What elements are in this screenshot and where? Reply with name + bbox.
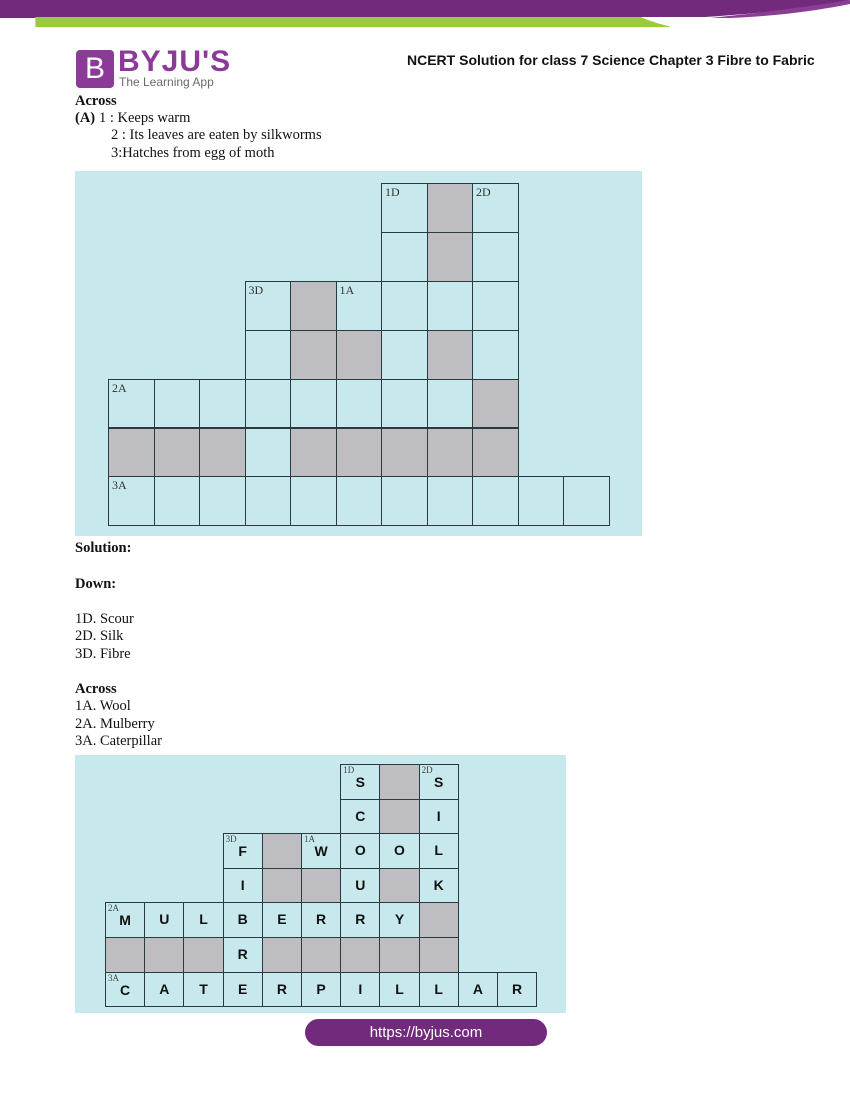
clue-number-label: 3D bbox=[225, 834, 237, 845]
solution-across-3: 3A. Caterpillar bbox=[75, 733, 162, 749]
answer-letter: P bbox=[316, 980, 326, 997]
answer-letter: U bbox=[355, 876, 366, 893]
answer-letter: K bbox=[433, 876, 444, 893]
solution-across-heading: Across bbox=[75, 681, 117, 697]
crossword-cell[interactable] bbox=[419, 799, 459, 835]
answer-letter: M bbox=[119, 912, 131, 929]
crossword-cell[interactable] bbox=[381, 330, 428, 380]
crossword-blocked-cell bbox=[290, 330, 337, 380]
crossword-cell[interactable] bbox=[340, 833, 380, 869]
crossword-cell[interactable] bbox=[245, 281, 292, 331]
solution-heading: Solution: bbox=[75, 540, 132, 556]
answer-letter: O bbox=[354, 842, 366, 859]
crossword-blocked-cell bbox=[419, 902, 459, 938]
crossword-cell[interactable] bbox=[108, 379, 155, 429]
crossword-cell[interactable] bbox=[199, 476, 246, 526]
crossword-blocked-cell bbox=[379, 937, 419, 973]
crossword-cell[interactable] bbox=[183, 972, 223, 1008]
answer-letter: C bbox=[355, 807, 366, 824]
crossword-cell[interactable] bbox=[381, 476, 428, 526]
crossword-cell[interactable] bbox=[419, 972, 459, 1008]
crossword-cell[interactable] bbox=[223, 972, 263, 1008]
crossword-cell[interactable] bbox=[472, 476, 519, 526]
clue-number-label: 1A bbox=[304, 834, 315, 845]
crossword-blocked-cell bbox=[472, 428, 519, 478]
crossword-cell[interactable] bbox=[301, 833, 341, 869]
crossword-cell[interactable] bbox=[154, 379, 201, 429]
crossword-blocked-cell bbox=[379, 799, 419, 835]
solution-down-3: 3D. Fibre bbox=[75, 646, 131, 662]
clue-number-label: 2D bbox=[421, 765, 433, 775]
crossword-cell[interactable] bbox=[427, 379, 474, 429]
answer-letter: R bbox=[276, 980, 287, 997]
solution-across-2: 2A. Mulberry bbox=[75, 716, 155, 732]
crossword-cell[interactable] bbox=[336, 476, 383, 526]
crossword-blocked-cell bbox=[336, 330, 383, 380]
crossword-cell[interactable] bbox=[427, 476, 474, 526]
crossword-cell[interactable] bbox=[105, 902, 145, 938]
crossword-blocked-cell bbox=[301, 937, 341, 973]
crossword-cell[interactable] bbox=[301, 902, 341, 938]
crossword-blocked-cell bbox=[336, 428, 383, 478]
crossword-puzzle-solved bbox=[75, 755, 566, 1013]
header-green-wave bbox=[0, 17, 850, 28]
crossword-cell[interactable] bbox=[245, 428, 292, 478]
crossword-cell[interactable] bbox=[518, 476, 565, 526]
crossword-cell[interactable] bbox=[472, 330, 519, 380]
answer-letter: T bbox=[199, 980, 208, 997]
crossword-cell[interactable] bbox=[381, 232, 428, 282]
answer-letter: L bbox=[395, 980, 404, 997]
question-clue-3: 3:Hatches from egg of moth bbox=[111, 145, 275, 161]
crossword-cell[interactable] bbox=[340, 902, 380, 938]
crossword-cell[interactable] bbox=[336, 281, 383, 331]
crossword-cell[interactable] bbox=[381, 281, 428, 331]
document-title: NCERT Solution for class 7 Science Chapter 3 Fibre to Fabric bbox=[407, 52, 815, 68]
solution-across-1: 1A. Wool bbox=[75, 698, 131, 714]
answer-letter: S bbox=[434, 774, 444, 790]
answer-letter: E bbox=[238, 980, 248, 997]
crossword-cell[interactable] bbox=[472, 232, 519, 282]
crossword-puzzle-empty bbox=[75, 171, 642, 536]
crossword-blocked-cell bbox=[154, 428, 201, 478]
crossword-cell[interactable] bbox=[245, 476, 292, 526]
crossword-blocked-cell bbox=[427, 183, 474, 233]
crossword-cell[interactable] bbox=[245, 379, 292, 429]
crossword-cell[interactable] bbox=[379, 972, 419, 1008]
answer-letter: A bbox=[159, 980, 170, 997]
crossword-blocked-cell bbox=[262, 937, 302, 973]
crossword-blocked-cell bbox=[427, 232, 474, 282]
crossword-blocked-cell bbox=[144, 937, 184, 973]
answer-letter: R bbox=[237, 946, 248, 962]
crossword-cell[interactable] bbox=[144, 902, 184, 938]
answer-letter: U bbox=[159, 911, 170, 928]
clue-number-label: 2A bbox=[112, 380, 127, 395]
answer-letter: A bbox=[472, 980, 483, 997]
crossword-cell[interactable] bbox=[199, 379, 246, 429]
question-across-heading: Across bbox=[75, 93, 117, 109]
answer-letter: I bbox=[436, 807, 441, 824]
crossword-blocked-cell bbox=[108, 428, 155, 478]
crossword-cell[interactable] bbox=[340, 799, 380, 835]
footer-url-link[interactable]: https://byjus.com bbox=[305, 1019, 547, 1046]
answer-letter: L bbox=[434, 980, 443, 997]
crossword-blocked-cell bbox=[262, 868, 302, 904]
solution-down-heading: Down: bbox=[75, 576, 117, 592]
crossword-cell[interactable] bbox=[183, 902, 223, 938]
crossword-blocked-cell bbox=[199, 428, 246, 478]
crossword-cell[interactable] bbox=[223, 833, 263, 869]
answer-letter: F bbox=[238, 843, 247, 860]
answer-letter: R bbox=[316, 911, 327, 928]
crossword-cell[interactable] bbox=[472, 183, 519, 233]
brand-name: BYJU'S bbox=[118, 45, 232, 78]
crossword-cell[interactable] bbox=[223, 868, 263, 904]
question-label: (A) bbox=[75, 110, 96, 126]
crossword-blocked-cell bbox=[381, 428, 428, 478]
crossword-cell[interactable] bbox=[154, 476, 201, 526]
solution-down-2: 2D. Silk bbox=[75, 628, 124, 644]
crossword-cell[interactable] bbox=[497, 972, 537, 1008]
crossword-cell[interactable] bbox=[381, 183, 428, 233]
answer-letter: L bbox=[434, 842, 443, 859]
crossword-cell[interactable] bbox=[223, 902, 263, 938]
crossword-cell[interactable] bbox=[108, 476, 155, 526]
crossword-cell[interactable] bbox=[427, 281, 474, 331]
question-clue-2: 2 : Its leaves are eaten by silkworms bbox=[111, 127, 322, 143]
byjus-logo bbox=[76, 50, 114, 88]
crossword-blocked-cell bbox=[379, 868, 419, 904]
clue-number-label: 1A bbox=[339, 282, 355, 297]
answer-letter: E bbox=[277, 911, 287, 928]
brand-tagline: The Learning App bbox=[119, 75, 214, 89]
crossword-blocked-cell bbox=[472, 379, 519, 429]
crossword-blocked-cell bbox=[340, 937, 380, 973]
crossword-cell[interactable] bbox=[381, 379, 428, 429]
crossword-blocked-cell bbox=[262, 833, 302, 869]
answer-letter: B bbox=[237, 911, 248, 928]
logo-letter: B bbox=[84, 52, 105, 85]
answer-letter: O bbox=[394, 842, 405, 859]
answer-letter: I bbox=[358, 980, 363, 997]
answer-letter: L bbox=[199, 911, 208, 928]
crossword-cell[interactable] bbox=[379, 902, 419, 938]
crossword-cell[interactable] bbox=[419, 868, 459, 904]
solution-down-1: 1D. Scour bbox=[75, 611, 134, 627]
crossword-cell[interactable] bbox=[290, 379, 337, 429]
clue-number-label: 1D bbox=[343, 765, 355, 775]
crossword-cell[interactable] bbox=[301, 972, 341, 1008]
crossword-blocked-cell bbox=[379, 764, 419, 800]
crossword-cell[interactable] bbox=[105, 972, 145, 1008]
answer-letter: W bbox=[314, 843, 328, 860]
crossword-cell[interactable] bbox=[245, 330, 292, 380]
clue-number-label: 3D bbox=[248, 282, 264, 297]
crossword-cell[interactable] bbox=[262, 902, 302, 938]
crossword-cell[interactable] bbox=[563, 476, 610, 526]
answer-letter: Y bbox=[394, 911, 405, 928]
answer-letter: R bbox=[512, 980, 523, 997]
crossword-blocked-cell bbox=[105, 937, 145, 973]
clue-number-label: 2A bbox=[108, 903, 119, 914]
crossword-cell[interactable] bbox=[340, 764, 380, 800]
crossword-blocked-cell bbox=[419, 937, 459, 973]
answer-letter: S bbox=[355, 774, 365, 790]
answer-letter: R bbox=[355, 911, 366, 928]
crossword-cell[interactable] bbox=[290, 476, 337, 526]
crossword-cell[interactable] bbox=[458, 972, 498, 1008]
clue-number-label: 3A bbox=[108, 972, 119, 983]
header-wave-accent bbox=[690, 0, 850, 18]
clue-number-label: 1D bbox=[385, 185, 400, 199]
clue-number-label: 3A bbox=[112, 478, 127, 493]
crossword-cell[interactable] bbox=[340, 868, 380, 904]
crossword-cell[interactable] bbox=[223, 937, 263, 973]
answer-letter: C bbox=[120, 981, 131, 998]
crossword-cell[interactable] bbox=[340, 972, 380, 1008]
crossword-blocked-cell bbox=[301, 868, 341, 904]
crossword-blocked-cell bbox=[427, 428, 474, 478]
crossword-blocked-cell bbox=[290, 281, 337, 331]
question-clue-1: 1 : Keeps warm bbox=[99, 110, 191, 126]
clue-number-label: 2D bbox=[476, 185, 491, 199]
crossword-blocked-cell bbox=[290, 428, 337, 478]
crossword-cell[interactable] bbox=[336, 379, 383, 429]
crossword-cell[interactable] bbox=[419, 764, 459, 800]
crossword-blocked-cell bbox=[183, 937, 223, 973]
answer-letter: I bbox=[240, 876, 245, 893]
crossword-cell[interactable] bbox=[379, 833, 419, 869]
crossword-cell[interactable] bbox=[419, 833, 459, 869]
crossword-cell[interactable] bbox=[472, 281, 519, 331]
crossword-cell[interactable] bbox=[262, 972, 302, 1008]
crossword-cell[interactable] bbox=[144, 972, 184, 1008]
crossword-blocked-cell bbox=[427, 330, 474, 380]
